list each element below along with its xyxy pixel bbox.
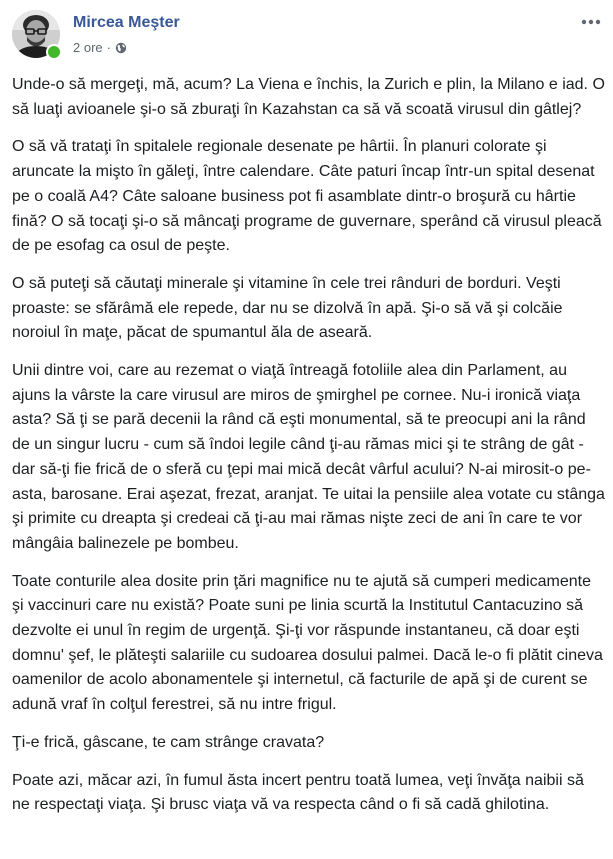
globe-icon[interactable] [115,42,127,54]
post-meta [73,40,127,55]
meta-separator: · [106,40,111,55]
post-body [12,73,605,831]
post-timestamp[interactable]: 2 ore [73,40,103,55]
post-paragraph: Poate azi, măcar azi, în fumul ăsta incert pentru toată lumea, veţi învăţa naibii să ne respectaţi viaţa. Şi brusc viaţa vă va respecta când o fi să cadă ghilotina. [12,771,584,814]
post-paragraph: O să puteţi să căutaţi minerale şi vitamine în cele trei rânduri de borduri. Veşti proaste: se sfărâmă ele repede, dar nu se dizolvă în apă. Şi-o să vă şi colcăie noroiul în maţe, păcat de spumantul ăla de aseară. [12,274,563,342]
post-header [12,10,602,62]
avatar-container[interactable] [12,10,60,58]
post-paragraph: Ţi-e frică, gâscane, te cam strânge cravata? [12,733,325,751]
post-paragraph: Unde-o să mergeţi, mă, acum? La Viena e închis, la Zurich e plin, la Milano e iad. O să luaţi avioanele şi-o să zburaţi în Kazahstan ca să vă scoată virusul din gâtlej? [12,76,605,118]
post-paragraph: Toate conturile alea dosite prin ţări magnifice nu te ajută să cumperi medicamente şi vaccinuri care nu există? Poate suni pe linia scurtă la Institutul Cantacuzino să dezvolte ei unul în regim de urgenţă. Şi-ţi vor răspunde instantaneu, că doar eşti domnu' şef, le plăteşti salariile cu sudoarea dosului palmei. Dacă le-o fi plătit cineva oamenilor de acolo abonamentele şi internetul, că facturile de apă şi de curent se adună vraf în colţul ferestrei, să nu intre frigul. [12,572,603,714]
more-options-icon[interactable] [580,14,602,24]
post-paragraph: O să vă trataţi în spitalele regionale desenate pe hârtii. În planuri colorate şi aruncate la mişto în găleţi, între calendare. Câte paturi încap într-un spital desenat pe o coală A4? Câte saloane business pot fi asamblate dintr-o broşură cu hârtie fină? O să tocaţi şi-o să mâncaţi programe de guvernare, sperând că virusul pleacă de pe esofag ca osul de peşte. [12,138,602,255]
post-paragraph: Unii dintre voi, care au rezemat o viaţă întreagă fotoliile alea din Parlament, au ajuns la vârste la care virusul are miros de şmirghel pe cornee. Nu-i ironică viaţa asta? Să ţi se pară decenii la rând că eşti monumental, să te preocupi ani la rând de un singur lucru - cum să îndoi legile când ţi-au rămas mici şi te strâng de gât - dar să-ţi fie frică de o sferă cu ţepi mai mică decât vârful acului? N-ai mirosit-o pe-asta, barosane. Erai aşezat, frezat, aranjat. Te uitai la pensiile alea votate cu stânga şi primite cu dreapta şi credeai că ţi-au mai rămas nişte zeci de ani în care te vor mângâia balinezele pe bombeu. [12,362,605,552]
online-status-indicator [46,44,62,60]
author-name-link[interactable]: Mircea Meşter [73,14,180,31]
